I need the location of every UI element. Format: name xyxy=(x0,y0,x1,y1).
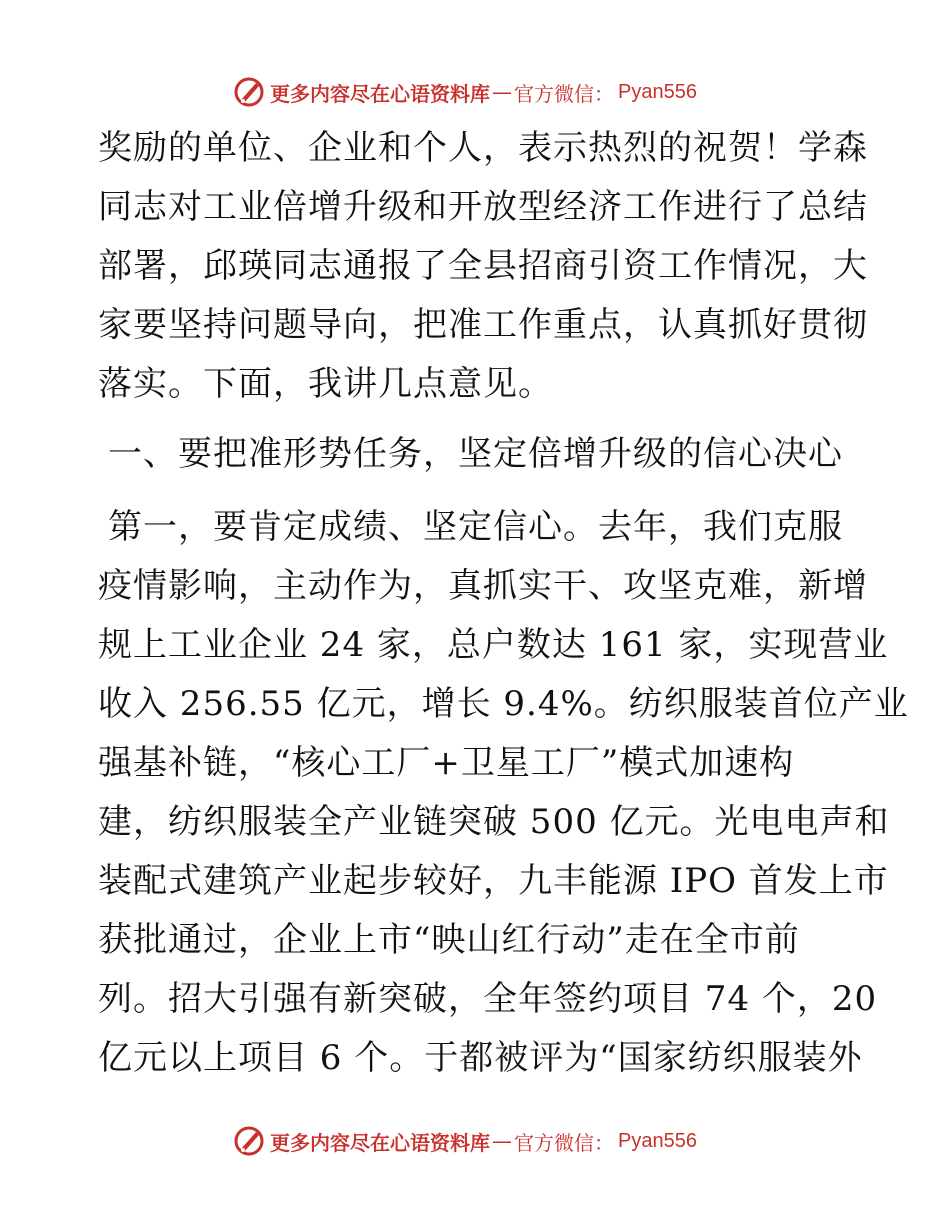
text-line: 同志对工业倍增升级和开放型经济工作进行了总结 xyxy=(98,187,868,227)
section-heading: 一、要把准形势任务，坚定倍增升级的信心决心 xyxy=(108,434,843,474)
text-line: 落实。下面，我讲几点意见。 xyxy=(98,364,553,404)
watermark-wechat-id: Pyan556 xyxy=(618,1129,697,1152)
watermark-dash: — xyxy=(492,1129,512,1153)
text-line: 获批通过，企业上市“映山红行动”走在全市前 xyxy=(98,920,800,960)
text-line: 建，纺织服装全产业链突破 500 亿元。光电电声和 xyxy=(98,802,890,842)
watermark-dash: — xyxy=(492,80,512,104)
text-line: 装配式建筑产业起步较好，九丰能源 IPO 首发上市 xyxy=(98,861,889,901)
watermark-wechat-label: 官方微信： xyxy=(514,81,614,106)
watermark-wechat-label: 官方微信： xyxy=(514,1130,614,1155)
text-line: 第一，要肯定成绩、坚定信心。去年，我们克服 xyxy=(108,507,843,547)
text-line: 规上工业企业 24 家，总户数达 161 家，实现营业 xyxy=(98,625,889,665)
text-line: 奖励的单位、企业和个人，表示热烈的祝贺！学森 xyxy=(98,128,868,168)
watermark-main-text: 更多内容尽在心语资料库 xyxy=(270,1130,490,1155)
text-line: 收入 256.55 亿元，增长 9.4%。纺织服装首位产业 xyxy=(98,684,909,724)
text-line: 疫情影响，主动作为，真抓实干、攻坚克难，新增 xyxy=(98,566,868,606)
header-watermark xyxy=(232,72,697,112)
footer-watermark xyxy=(232,1121,697,1161)
pen-logo-icon xyxy=(232,75,266,109)
text-line: 亿元以上项目 6 个。于都被评为“国家纺织服装外 xyxy=(98,1038,863,1078)
watermark-wechat-id: Pyan556 xyxy=(618,80,697,103)
text-line: 强基补链，“核心工厂+卫星工厂”模式加速构 xyxy=(98,743,795,783)
watermark-main-text: 更多内容尽在心语资料库 xyxy=(270,81,490,106)
text-line: 家要坚持问题导向，把准工作重点，认真抓好贯彻 xyxy=(98,305,868,345)
pen-logo-icon xyxy=(232,1124,266,1158)
text-line: 列。招大引强有新突破，全年签约项目 74 个，20 xyxy=(98,979,878,1019)
text-line: 部署，邱瑛同志通报了全县招商引资工作情况，大 xyxy=(98,246,868,286)
